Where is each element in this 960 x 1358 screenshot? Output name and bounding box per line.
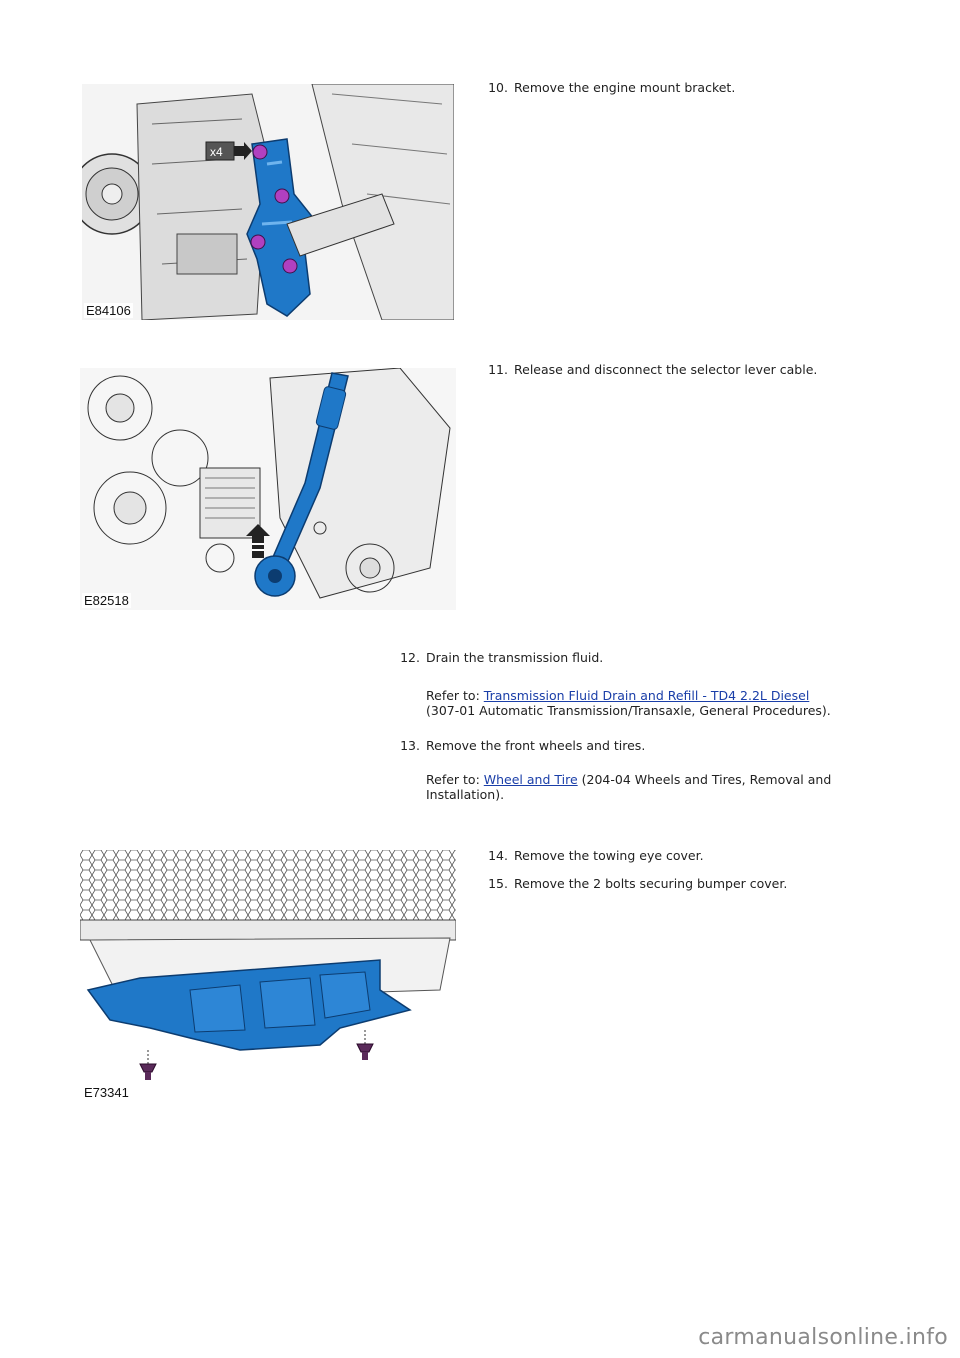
bumper-cover-illustration	[80, 850, 456, 1102]
step-number: 14.	[488, 848, 508, 863]
ref-prefix: Refer to:	[426, 688, 484, 703]
figure-selector-cable	[80, 368, 456, 610]
step-text: Remove the front wheels and tires.	[426, 738, 646, 753]
ref-suffix: (307-01 Automatic Transmission/Transaxle, General Procedures).	[426, 703, 831, 718]
reference-fluid-drain	[426, 688, 876, 718]
figure-id: E82518	[84, 593, 129, 608]
step-text: Remove the towing eye cover.	[514, 848, 704, 863]
link-wheel-and-tire[interactable]: Wheel and Tire	[483, 772, 578, 787]
selector-cable-illustration	[80, 368, 456, 610]
step-text: Drain the transmission fluid.	[426, 650, 604, 665]
step-text: Remove the engine mount bracket.	[514, 80, 736, 95]
step-number: 15.	[488, 876, 508, 891]
step-number: 10.	[488, 80, 508, 95]
ref-prefix: Refer to:	[426, 772, 484, 787]
step-text: Release and disconnect the selector lever cable.	[514, 362, 818, 377]
figure-engine-mount	[82, 84, 454, 320]
step-number: 11.	[488, 362, 508, 377]
step-text: Remove the 2 bolts securing bumper cover.	[514, 876, 788, 891]
figure-bumper-cover	[80, 850, 456, 1102]
step-number: 12.	[400, 650, 420, 665]
reference-wheel-tire	[426, 772, 876, 802]
figure-id: E73341	[84, 1085, 129, 1100]
step-number: 13.	[400, 738, 420, 753]
link-transmission-fluid-drain[interactable]: Transmission Fluid Drain and Refill - TD4 2.2L Diesel	[483, 688, 810, 703]
figure-id: E84106	[86, 303, 131, 318]
engine-mount-illustration	[82, 84, 454, 320]
ref-suffix: (204-04 Wheels and Tires, Removal and Installation).	[426, 772, 832, 802]
watermark: carmanualsonline.info	[698, 1325, 948, 1350]
callout-label: x4	[210, 145, 223, 159]
